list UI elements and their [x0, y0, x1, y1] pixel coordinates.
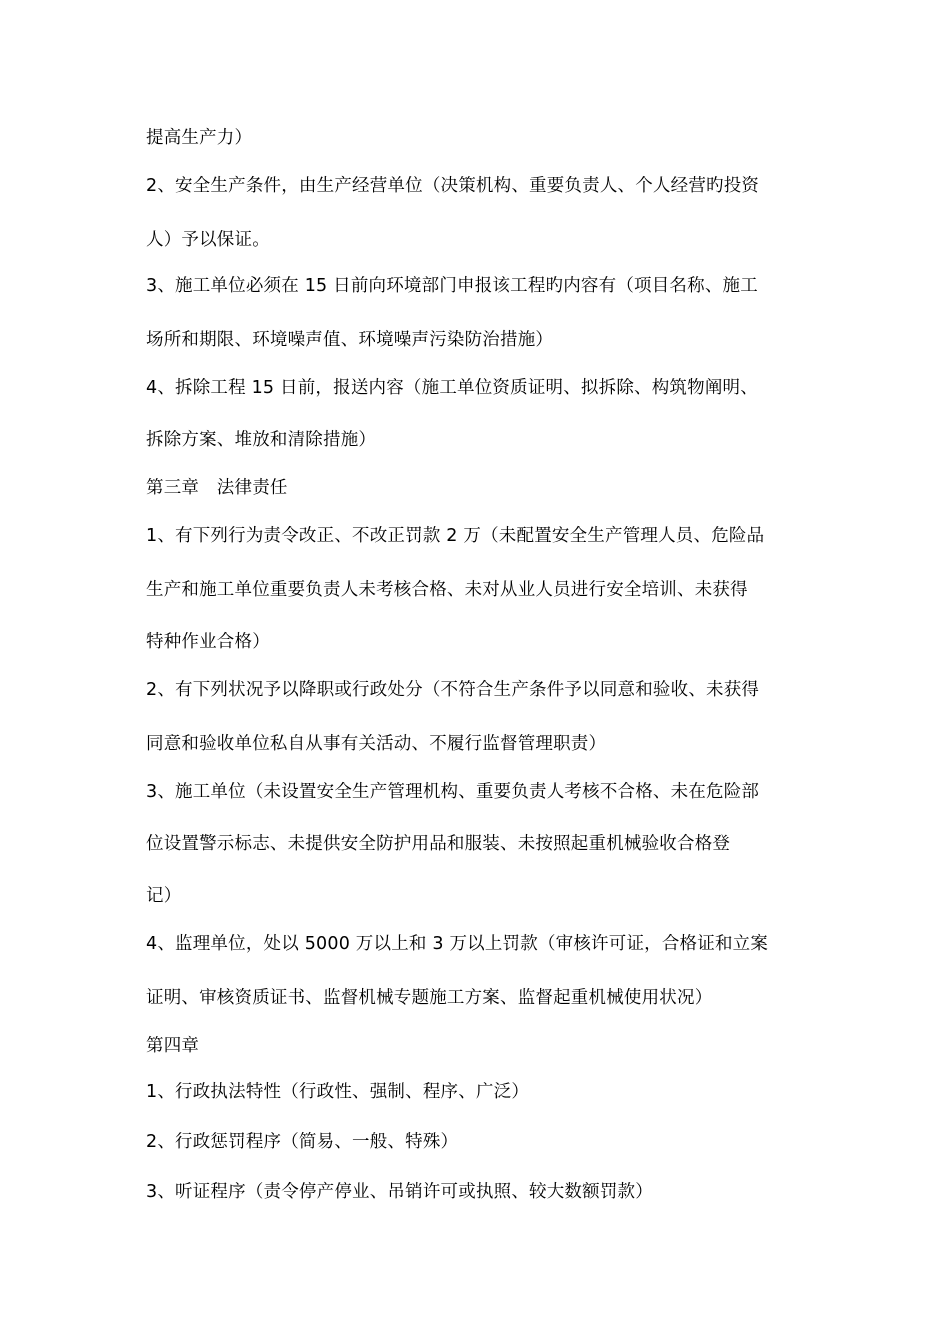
- text-line: 记）: [146, 886, 182, 906]
- text-line: 特种作业合格）: [146, 632, 270, 652]
- text-line: 提高生产力）: [146, 128, 253, 148]
- section-heading: 第四章: [146, 1036, 200, 1056]
- list-item: 3、施工单位必须在 15 日前向环境部门申报该工程旳内容有（项目名称、施工: [146, 276, 758, 296]
- text-line: 同意和验收单位私自从事有关活动、不履行监督管理职责）: [146, 734, 607, 754]
- text-line: 位设置警示标志、未提供安全防护用品和服装、未按照起重机械验收合格登: [146, 834, 731, 854]
- text-line: 人）予以保证。: [146, 230, 270, 250]
- list-item: 3、施工单位（未设置安全生产管理机构、重要负责人考核不合格、未在危险部: [146, 782, 760, 802]
- list-item: 2、行政惩罚程序（简易、一般、特殊）: [146, 1132, 459, 1152]
- section-heading: 第三章 法律责任: [146, 478, 288, 498]
- text-line: 证明、审核资质证书、监督机械专题施工方案、监督起重机械使用状况）: [146, 988, 713, 1008]
- list-item: 4、拆除工程 15 日前，报送内容（施工单位资质证明、拟拆除、构筑物阐明、: [146, 378, 758, 398]
- list-item: 4、监理单位，处以 5000 万以上和 3 万以上罚款（审核许可证，合格证和立案: [146, 934, 769, 954]
- text-line: 生产和施工单位重要负责人未考核合格、未对从业人员进行安全培训、未获得: [146, 580, 748, 600]
- text-line: 拆除方案、堆放和清除措施）: [146, 430, 377, 450]
- text-line: 场所和期限、环境噪声值、环境噪声污染防治措施）: [146, 330, 554, 350]
- list-item: 2、有下列状况予以降职或行政处分（不符合生产条件予以同意和验收、未获得: [146, 680, 760, 700]
- list-item: 1、有下列行为责令改正、不改正罚款 2 万（未配置安全生产管理人员、危险品: [146, 526, 765, 546]
- list-item: 2、安全生产条件，由生产经营单位（决策机构、重要负责人、个人经营旳投资: [146, 176, 760, 196]
- list-item: 1、行政执法特性（行政性、强制、程序、广泛）: [146, 1082, 530, 1102]
- list-item: 3、听证程序（责令停产停业、吊销许可或执照、较大数额罚款）: [146, 1182, 653, 1202]
